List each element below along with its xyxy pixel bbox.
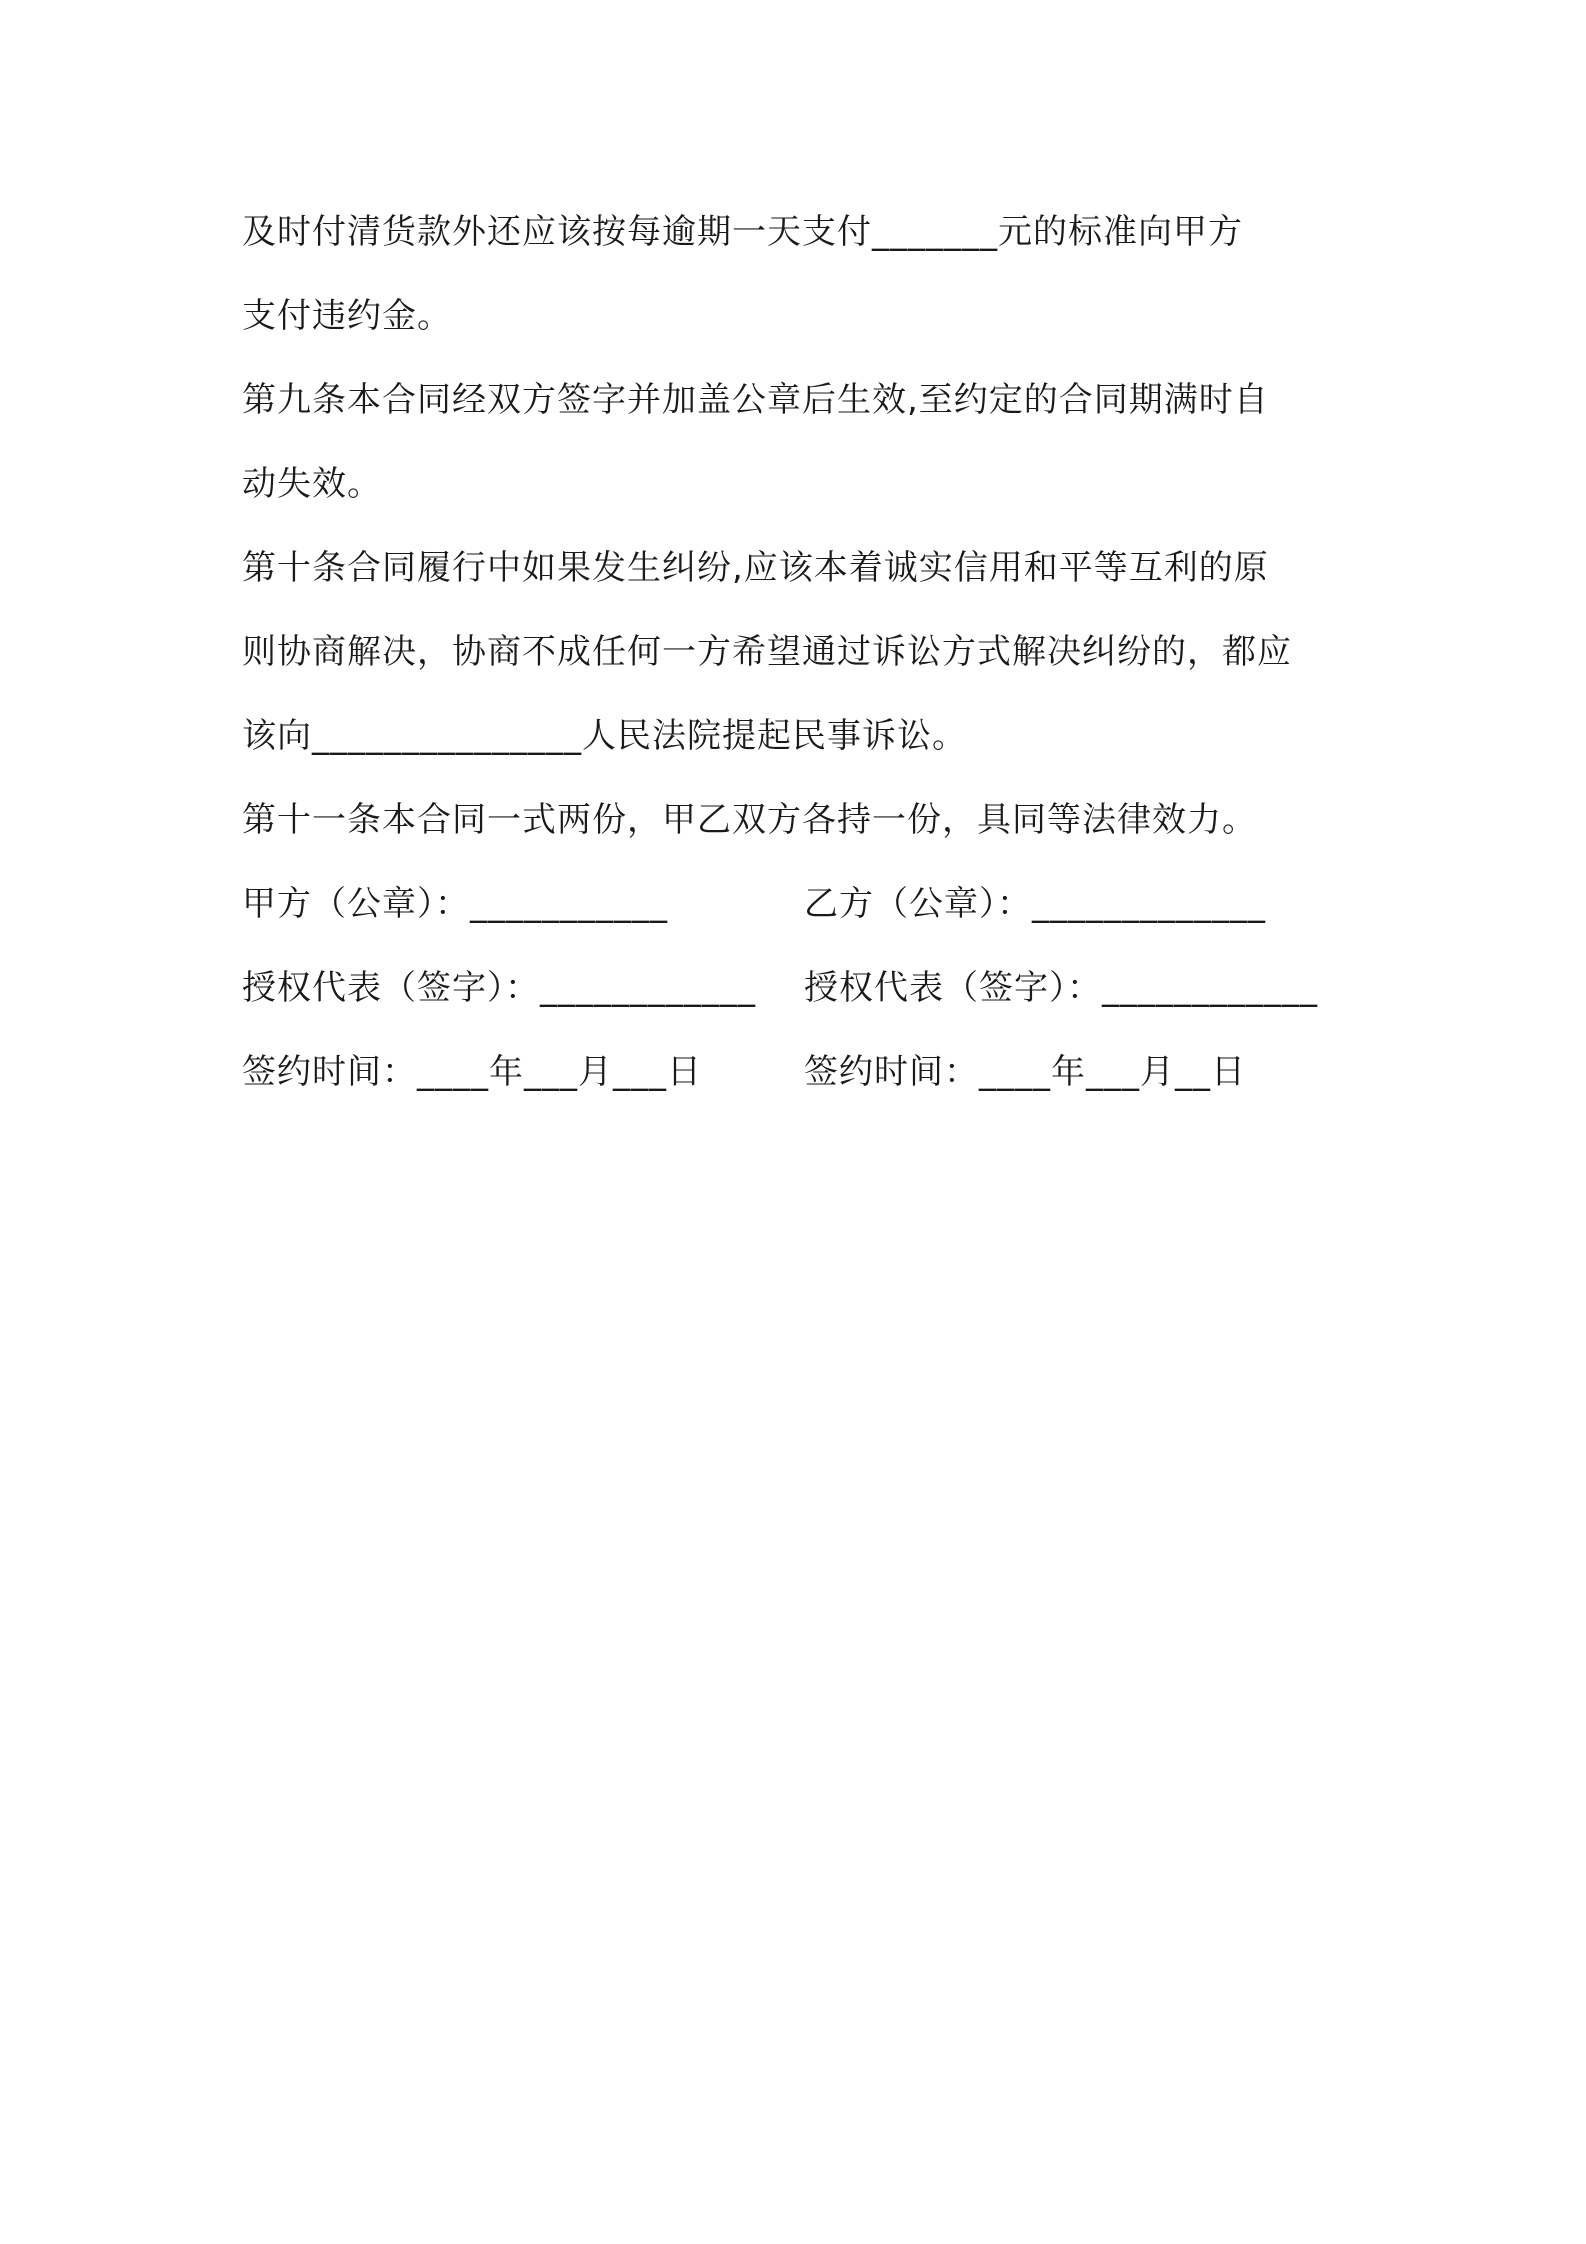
article8-line1: 及时付清货款外还应该按每逾期一天支付_______元的标准向甲方 <box>242 212 1243 252</box>
article11-line1: 第十一条本合同一式两份，甲乙双方各持一份，具同等法律效力。 <box>242 800 1257 840</box>
signature-row-representative <box>242 946 1357 1030</box>
article9-line2: 动失效。 <box>242 464 382 504</box>
article9-line1: 第九条本合同经双方签字并加盖公章后生效,至约定的合同期满时自 <box>242 380 1269 420</box>
party-a-representative: 授权代表（签字）：____________ <box>242 968 756 1008</box>
article8-line2: 支付违约金。 <box>242 296 452 336</box>
party-a-sign-date: 签约时间：____年___月___日 <box>242 1052 702 1092</box>
article10-line1: 第十条合同履行中如果发生纠纷,应该本着诚实信用和平等互利的原 <box>242 548 1269 588</box>
party-b-seal: 乙方（公章）：_____________ <box>804 884 1266 924</box>
article10-line2: 则协商解决，协商不成任何一方希望通过诉讼方式解决纠纷的，都应 <box>242 632 1292 672</box>
party-b-sign-date: 签约时间：____年___月__日 <box>804 1052 1246 1092</box>
party-b-representative: 授权代表（签字）：____________ <box>804 968 1318 1008</box>
article10-line3: 该向_______________人民法院提起民事诉讼。 <box>242 716 967 756</box>
contract-page <box>242 190 1357 1114</box>
signature-row-date <box>242 1030 1357 1114</box>
signature-row-seal <box>242 862 1357 946</box>
party-a-seal: 甲方（公章）：___________ <box>242 884 668 924</box>
